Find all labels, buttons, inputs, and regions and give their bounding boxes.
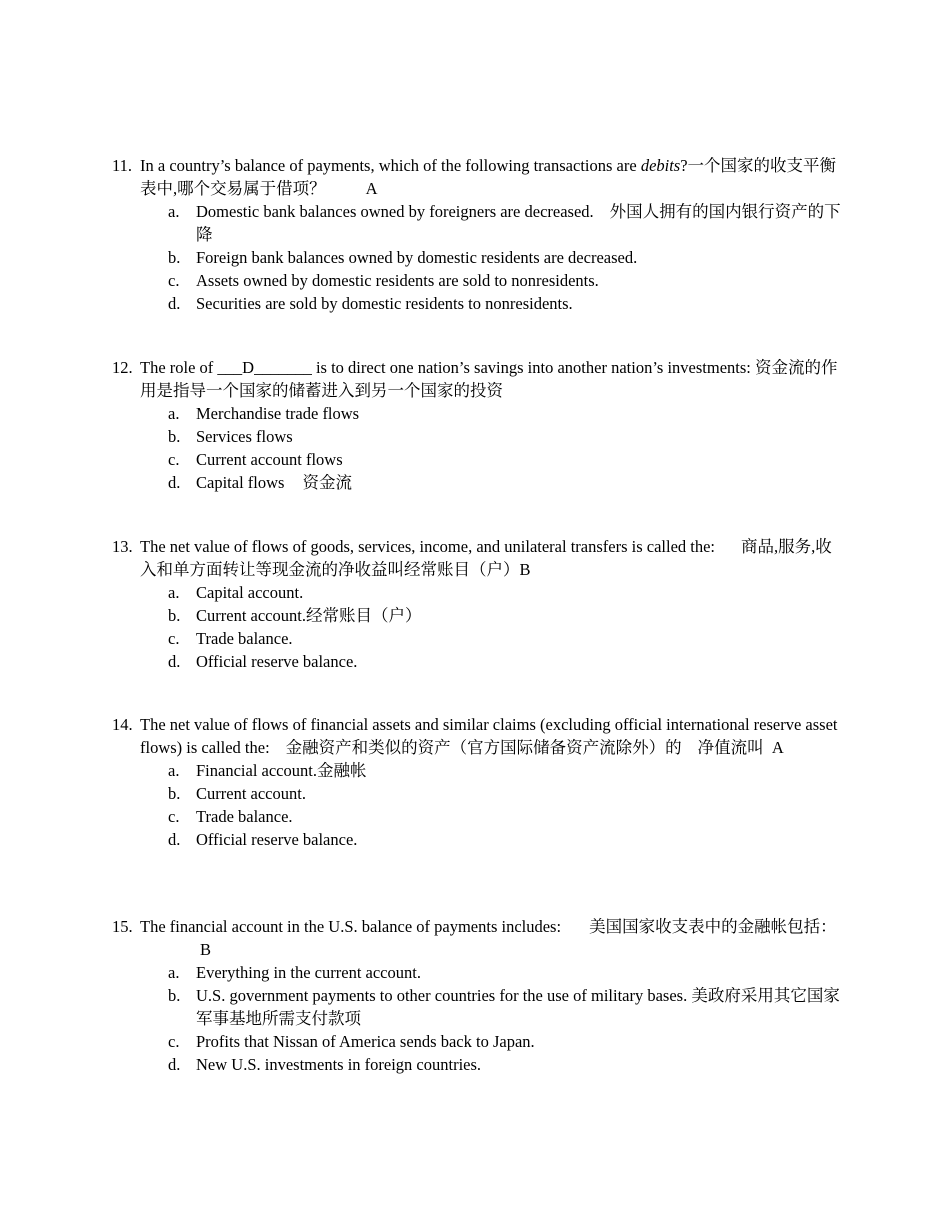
answer-key: A xyxy=(365,179,378,198)
option-text: Merchandise trade flows xyxy=(196,404,360,423)
option-text: Capital flows xyxy=(196,473,285,492)
question-number: 13. xyxy=(112,537,133,556)
option-text: Current account.经常账目（户） xyxy=(196,606,422,625)
question-stem xyxy=(112,356,842,402)
option-text: Capital account. xyxy=(196,583,304,602)
options-list xyxy=(112,581,842,673)
option-a xyxy=(112,581,842,604)
option-a xyxy=(112,759,842,782)
question-number: 12. xyxy=(112,358,133,377)
option-d xyxy=(112,1053,842,1076)
question-text: The net value of flows of goods, services, income, and unilateral transfers is called the: xyxy=(140,537,716,556)
option-a xyxy=(112,402,842,425)
option-letter: a. xyxy=(168,761,180,780)
answer-key: A xyxy=(771,738,784,757)
question-text: In a country’s balance of payments, which of the following transactions are xyxy=(140,156,641,175)
options-list xyxy=(112,759,842,851)
option-letter: d. xyxy=(168,294,181,313)
option-d xyxy=(112,828,842,851)
question-13 xyxy=(112,535,842,673)
option-d xyxy=(112,292,842,315)
option-letter: a. xyxy=(168,202,180,221)
option-c xyxy=(112,269,842,292)
option-letter: c. xyxy=(168,271,180,290)
question-text: The role of ___D_______ is to direct one nation’s savings into another nation’s investments: 资金流的作用是指导一个国家的储蓄进入到另一个国家的投资 xyxy=(140,358,838,400)
option-text: Official reserve balance. xyxy=(196,652,358,671)
question-text-chinese: 金融资产和类似的资产（官方国际储备资产流除外）的 xyxy=(285,738,682,757)
question-number: 14. xyxy=(112,715,133,734)
option-letter: b. xyxy=(168,784,181,803)
option-c xyxy=(112,805,842,828)
question-text-chinese: 美国国家收支表中的金融帐包括： xyxy=(589,917,837,936)
question-stem xyxy=(112,154,842,200)
question-text-italic: debits xyxy=(640,156,681,175)
question-stem xyxy=(112,535,842,581)
option-letter: b. xyxy=(168,248,181,267)
option-text: Foreign bank balances owned by domestic residents are decreased. xyxy=(196,248,638,267)
question-text-chinese: ?一个国家的收支平衡表中,哪个交易属于借项？ xyxy=(140,156,837,198)
option-d xyxy=(112,471,842,494)
option-letter: a. xyxy=(168,404,180,423)
option-letter: c. xyxy=(168,629,180,648)
answer-key: B xyxy=(519,560,531,579)
option-text: Official reserve balance. xyxy=(196,830,358,849)
option-a xyxy=(112,200,842,246)
question-12 xyxy=(112,356,842,494)
option-c xyxy=(112,1030,842,1053)
option-b xyxy=(112,425,842,448)
option-c xyxy=(112,627,842,650)
option-note: 资金流 xyxy=(302,473,352,492)
question-text: The net value of flows of financial assets and similar claims (excluding official international reserve asset flows) is called the: xyxy=(140,715,838,757)
option-text: Financial account.金融帐 xyxy=(196,761,367,780)
option-text: New U.S. investments in foreign countries. xyxy=(196,1055,482,1074)
option-b xyxy=(112,246,842,269)
option-letter: a. xyxy=(168,583,180,602)
option-letter: d. xyxy=(168,1055,181,1074)
option-letter: c. xyxy=(168,1032,180,1051)
option-letter: d. xyxy=(168,830,181,849)
option-text: Domestic bank balances owned by foreigners are decreased. xyxy=(196,202,594,221)
question-text-chinese-2: 净值流叫 xyxy=(697,738,764,757)
question-14 xyxy=(112,713,842,851)
option-letter: b. xyxy=(168,427,181,446)
option-note: 外国人拥有的国内银行资产的下降 xyxy=(196,202,841,244)
option-text: Trade balance. xyxy=(196,807,293,826)
option-b xyxy=(112,782,842,805)
option-text: U.S. government payments to other countries for the use of military bases. 美政府采用其它国家军事基地所需支付款项 xyxy=(196,986,840,1028)
option-letter: c. xyxy=(168,450,180,469)
question-text-chinese: 商品,服务,收入和单方面转让等现金流的净收益叫经常账目（户） xyxy=(140,537,832,579)
option-letter: d. xyxy=(168,652,181,671)
option-text: Everything in the current account. xyxy=(196,963,421,982)
options-list xyxy=(112,402,842,494)
option-text: Services flows xyxy=(196,427,293,446)
question-number: 15. xyxy=(112,917,133,936)
option-b xyxy=(112,984,842,1030)
option-letter: b. xyxy=(168,986,181,1005)
options-list xyxy=(112,200,842,315)
option-letter: d. xyxy=(168,473,181,492)
option-text: Securities are sold by domestic residents to nonresidents. xyxy=(196,294,573,313)
question-stem xyxy=(112,713,842,759)
option-text: Assets owned by domestic residents are sold to nonresidents. xyxy=(196,271,599,290)
option-letter: c. xyxy=(168,807,180,826)
question-11 xyxy=(112,154,842,315)
option-text: Profits that Nissan of America sends back to Japan. xyxy=(196,1032,535,1051)
question-number: 11. xyxy=(112,156,133,175)
option-text: Current account flows xyxy=(196,450,343,469)
option-d xyxy=(112,650,842,673)
question-stem xyxy=(112,915,842,961)
option-b xyxy=(112,604,842,627)
option-letter: b. xyxy=(168,606,181,625)
option-text: Trade balance. xyxy=(196,629,293,648)
question-text: The financial account in the U.S. balance of payments includes: xyxy=(140,917,562,936)
option-c xyxy=(112,448,842,471)
option-text: Current account. xyxy=(196,784,306,803)
question-15 xyxy=(112,915,842,1076)
option-letter: a. xyxy=(168,963,180,982)
answer-key: B xyxy=(200,940,212,959)
options-list xyxy=(112,961,842,1076)
option-a xyxy=(112,961,842,984)
